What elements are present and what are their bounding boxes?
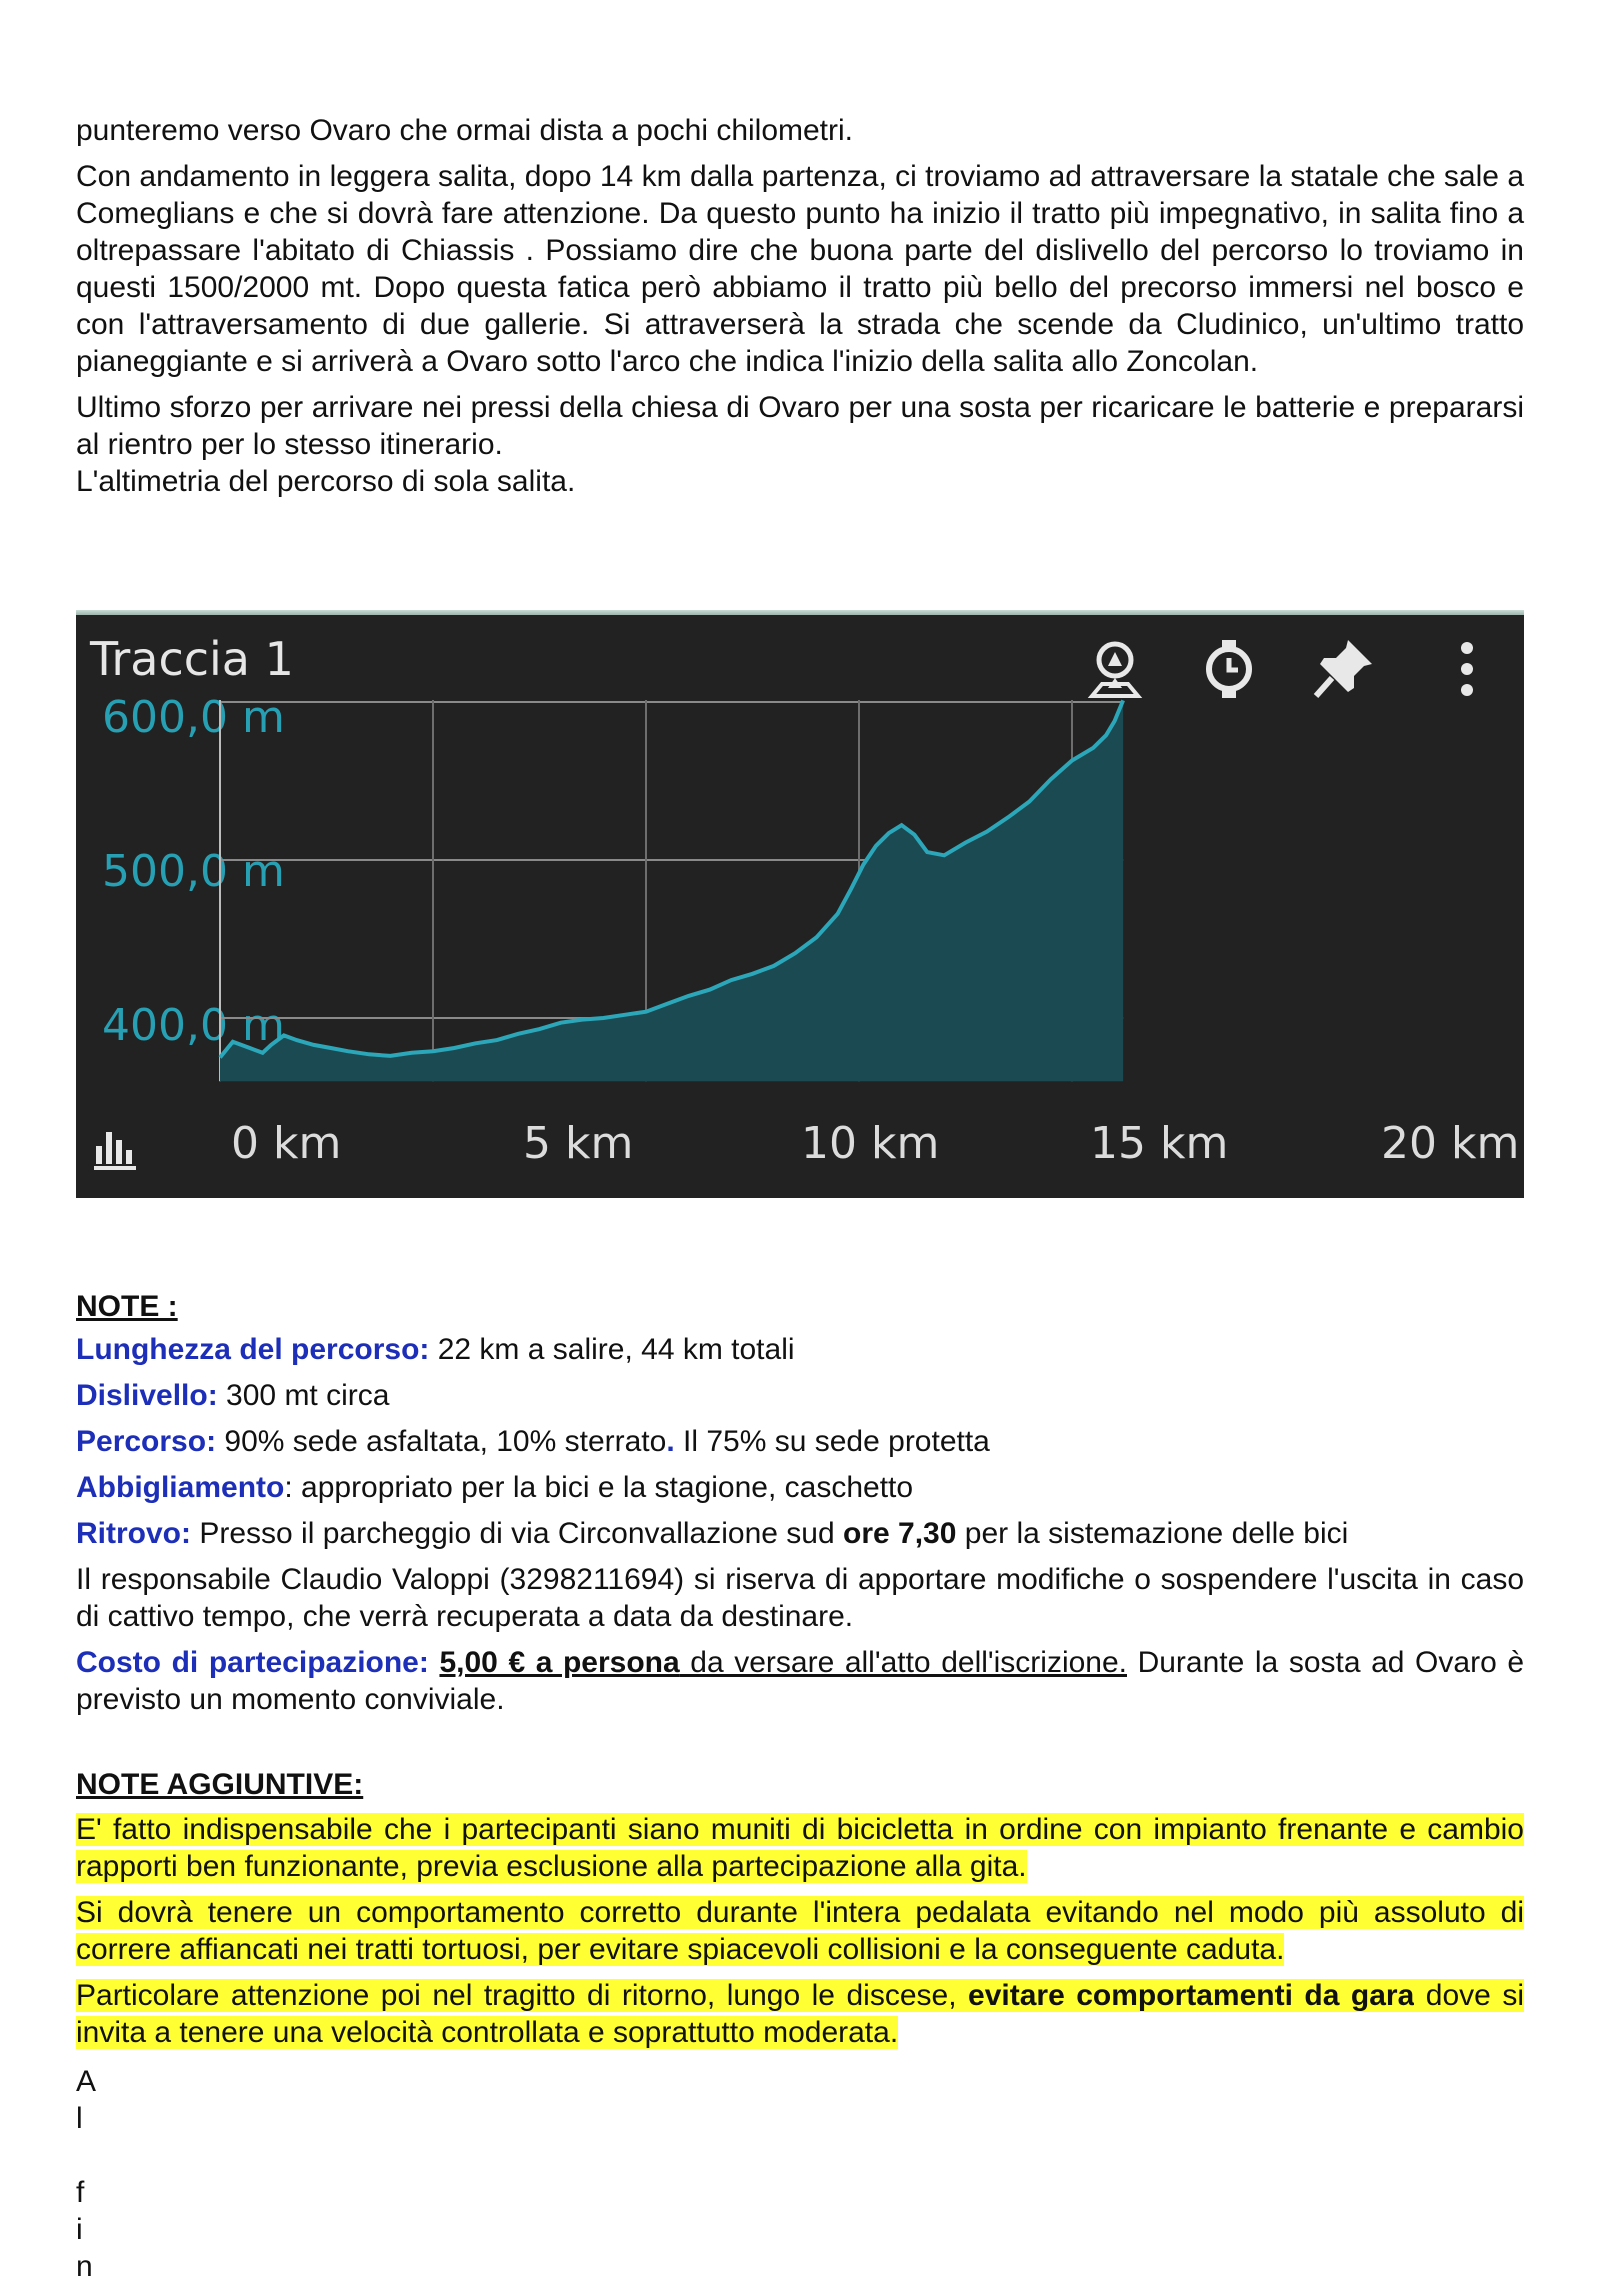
extra-note-2 — [76, 1894, 1524, 1968]
note-ritrovo-label: Ritrovo: — [76, 1517, 191, 1550]
trailing-letter: n — [76, 2250, 93, 2283]
y-tick-label: 400,0 m — [102, 1000, 285, 1051]
chart-plot — [76, 610, 1524, 1198]
trailing-letter: f — [76, 2176, 85, 2209]
x-tick-label: 0 km — [231, 1118, 342, 1169]
note-length-value: 22 km a salire, 44 km totali — [429, 1333, 795, 1366]
note-costo-rest: Durante la sosta ad Ovaro è previsto un momento conviviale. — [76, 1646, 1525, 1716]
extra-note-1-text: E' fatto indispensabile che i partecipanti siano muniti di bicicletta in ordine con impianto frenante e cambio rapporti ben funzionante, previa esclusione alla partecipazione alla gita. — [76, 1813, 1524, 1883]
note-length — [76, 1331, 1524, 1368]
trailing-letter: l — [76, 2102, 83, 2135]
note-ritrovo — [76, 1515, 1524, 1552]
note-dislivello — [76, 1377, 1524, 1414]
trailing-letter: A — [76, 2065, 97, 2098]
note-abbigliamento-value: : appropriato per la bici e la stagione, caschetto — [284, 1471, 914, 1504]
document-top — [76, 112, 1524, 500]
note-percorso-dot: . — [666, 1425, 675, 1458]
extra-note-3-text: Particolare attenzione poi nel tragitto di ritorno, lungo le discese, — [76, 1979, 969, 2012]
chart-title: Traccia 1 — [90, 632, 294, 686]
note-costo-label: Costo di partecipazione: — [76, 1646, 429, 1679]
note-length-label: Lunghezza del percorso: — [76, 1333, 430, 1366]
elevation-chart — [76, 610, 1524, 1198]
paragraph-3: Ultimo sforzo per arrivare nei pressi della chiesa di Ovaro per una sosta per ricaricare le batterie e prepararsi al rientro per lo stesso itinerario. — [76, 391, 1524, 461]
x-tick-label: 20 km — [1381, 1118, 1520, 1169]
note-ritrovo-value-2: per la sistemazione delle bici — [956, 1517, 1349, 1550]
note-ritrovo-value: Presso il parcheggio di via Circonvallazione sud — [191, 1517, 844, 1550]
paragraph-1: punteremo verso Ovaro che ormai dista a pochi chilometri. — [76, 114, 854, 147]
note-percorso — [76, 1423, 1524, 1460]
trailing-letters — [76, 2063, 1524, 2285]
trailing-letter — [76, 2137, 1524, 2174]
note-percorso-label: Percorso: — [76, 1425, 217, 1458]
note-dislivello-label: Dislivello: — [76, 1379, 218, 1412]
note-percorso-value: 90% sede asfaltata, 10% sterrato — [216, 1425, 667, 1458]
extra-note-2-text: Si dovrà tenere un comportamento corretto durante l'intera pedalata evitando nel modo più assoluto di correre affiancati nei tratti tortuosi, per evitare spiacevoli collisioni e la conseguente caduta. — [76, 1896, 1524, 1966]
x-tick-label: 10 km — [801, 1118, 940, 1169]
note-abbigliamento-label: Abbigliamento — [76, 1471, 285, 1504]
elevation-area — [220, 700, 1123, 1081]
extra-note-1 — [76, 1811, 1524, 1885]
note-costo-amount: 5,00 € a persona — [439, 1646, 680, 1679]
extra-note-3-text-2: dove si invita a tenere una velocità controllata e soprattutto moderata. — [76, 1979, 1524, 2049]
x-tick-label: 15 km — [1090, 1118, 1229, 1169]
extra-note-3-bold: evitare comportamenti da gara — [968, 1979, 1415, 2012]
note-responsabile: Il responsabile Claudio Valoppi (3298211694) si riserva di apportare modifiche o sospendere l'uscita in caso di cattivo tempo, che verrà recuperata a data da destinare. — [76, 1563, 1524, 1633]
extra-notes-heading: NOTE AGGIUNTIVE: — [76, 1768, 364, 1801]
paragraph-2: Con andamento in leggera salita, dopo 14 km dalla partenza, ci troviamo ad attraversare la statale che sale a Comeglians e che si dovrà fare attenzione. Da questo punto ha inizio il tratto più impegnativo, in salita fino a oltrepassare l'abitato di Chiassis . Possiamo dire che buona parte del dislivello del percorso lo troviamo in questi 1500/2000 mt. Dopo questa fatica però abbiamo il tratto più bello del precorso immersi nel bosco e con l'attraversamento di due gallerie. Si attraverserà la strada che scende da Cludinico, un'ultimo tratto pianeggiante e si arriverà a Ovaro sotto l'arco che indica l'inizio della salita allo Zoncolan. — [76, 160, 1524, 378]
notes-heading: NOTE : — [76, 1290, 178, 1323]
note-ritrovo-time: ore 7,30 — [843, 1517, 957, 1550]
extra-note-3 — [76, 1977, 1524, 2051]
y-tick-label: 600,0 m — [102, 692, 285, 743]
trailing-letter: i — [76, 2213, 83, 2246]
bar-chart-icon[interactable] — [92, 1122, 142, 1172]
document-bottom — [76, 1288, 1524, 2285]
y-tick-label: 500,0 m — [102, 846, 285, 897]
note-abbigliamento — [76, 1469, 1524, 1506]
note-costo-underlined: da versare all'atto dell'iscrizione. — [679, 1646, 1127, 1679]
paragraph-4: L'altimetria del percorso di sola salita. — [76, 465, 576, 498]
x-tick-label: 5 km — [523, 1118, 634, 1169]
note-costo — [76, 1644, 1524, 1718]
note-dislivello-value: 300 mt circa — [217, 1379, 390, 1412]
note-percorso-value-2: Il 75% su sede protetta — [674, 1425, 990, 1458]
